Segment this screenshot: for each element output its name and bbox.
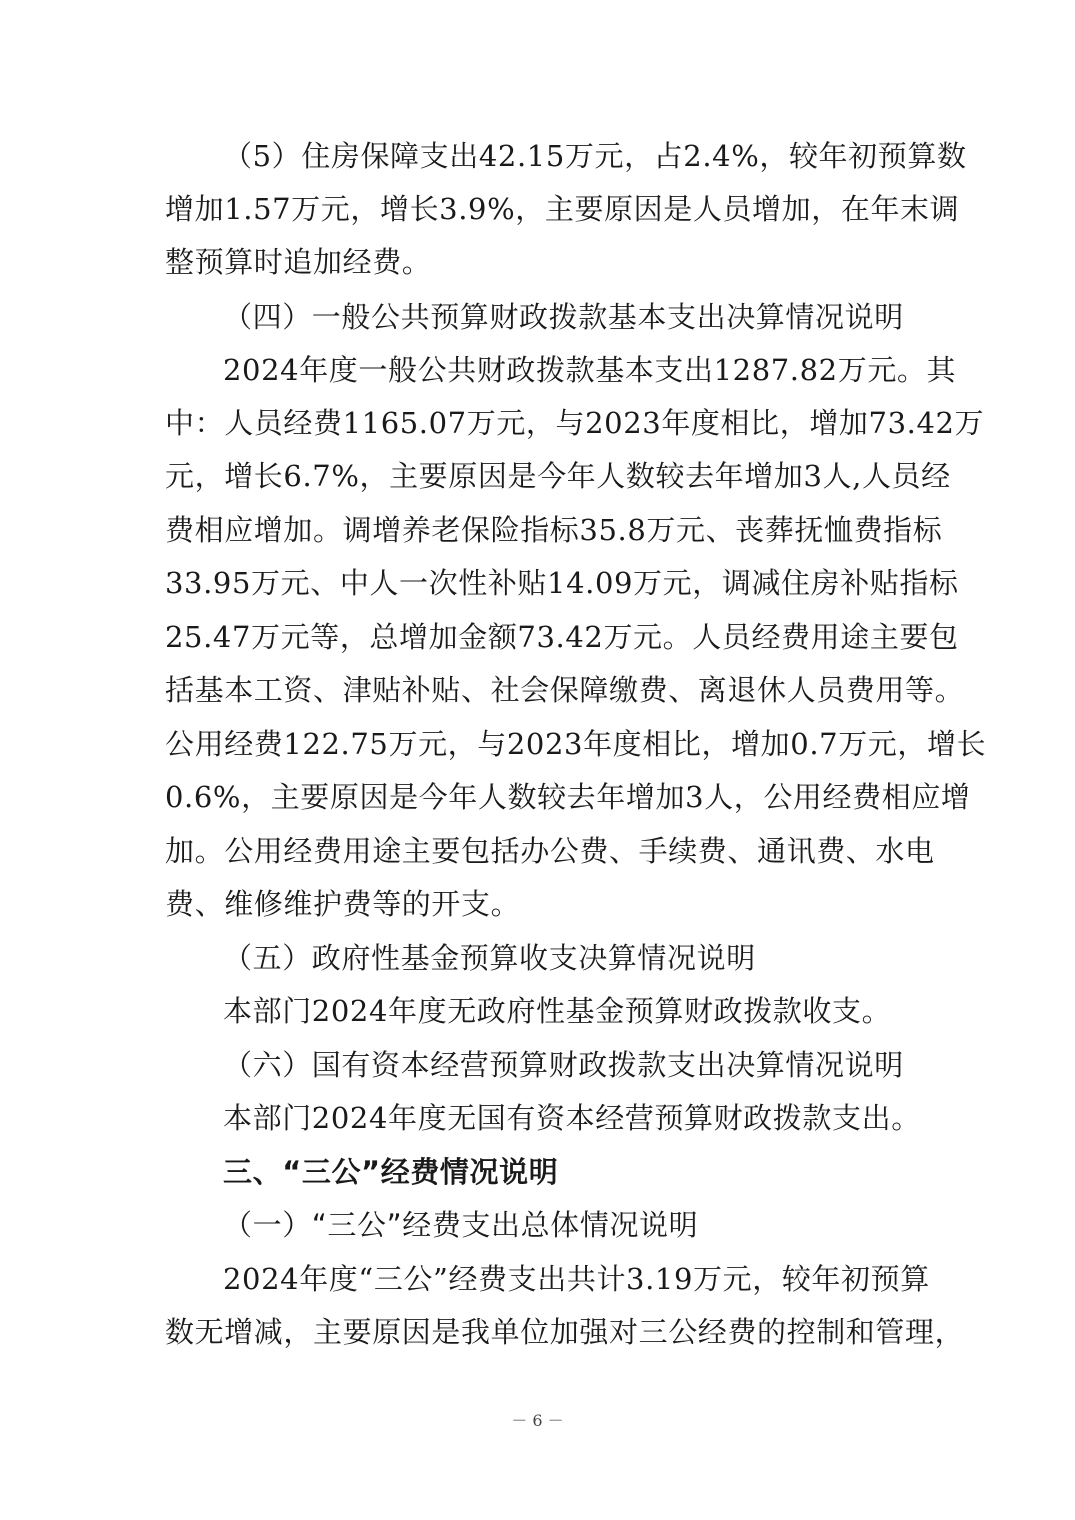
paragraph-line: 括基本工资、津贴补贴、社会保障缴费、离退休人员费用等。 [165,673,965,707]
paragraph-line: （5）住房保障支出42.15万元，占2.4%，较年初预算数 [223,139,967,173]
paragraph-line: 本部门2024年度无政府性基金预算财政拨款收支。 [223,994,892,1028]
paragraph-line: 本部门2024年度无国有资本经营预算财政拨款支出。 [223,1101,921,1135]
paragraph-line: 费相应增加。调增养老保险指标35.8万元、丧葬抚恤费指标 [165,513,943,547]
paragraph-line: 费、维修维护费等的开支。 [165,887,521,921]
paragraph-line: 33.95万元、中人一次性补贴14.09万元，调减住房补贴指标 [165,566,959,600]
page-number: － 6 － [511,1411,564,1430]
paragraph-line: 2024年度一般公共财政拨款基本支出1287.82万元。其 [223,353,957,387]
paragraph-line: 2024年度“三公”经费支出共计3.19万元，较年初预算 [223,1262,930,1296]
paragraph-line: 元，增长6.7%，主要原因是今年人数较去年增加3人,人员经 [165,459,951,493]
paragraph-line: 整预算时追加经费。 [165,245,432,279]
paragraph-line: 中：人员经费1165.07万元，与2023年度相比，增加73.42万 [165,406,985,440]
section-heading: （一）“三公”经费支出总体情况说明 [223,1208,699,1242]
section-heading: （四）一般公共预算财政拨款基本支出决算情况说明 [223,300,904,334]
chapter-heading: 三、“三公”经费情况说明 [223,1155,559,1189]
section-heading: （五）政府性基金预算收支决算情况说明 [223,941,756,975]
paragraph-line: 0.6%，主要原因是今年人数较去年增加3人，公用经费相应增 [165,780,971,814]
paragraph-line: 25.47万元等，总增加金额73.42万元。人员经费用途主要包 [165,620,959,654]
section-heading: （六）国有资本经营预算财政拨款支出决算情况说明 [223,1048,904,1082]
paragraph-line: 数无增减，主要原因是我单位加强对三公经费的控制和管理， [165,1315,965,1349]
paragraph-line: 公用经费122.75万元，与2023年度相比，增加0.7万元，增长 [165,727,987,761]
paragraph-line: 加。公用经费用途主要包括办公费、手续费、通讯费、水电 [165,834,935,868]
paragraph-line: 增加1.57万元，增长3.9%，主要原因是人员增加，在年末调 [165,192,960,226]
